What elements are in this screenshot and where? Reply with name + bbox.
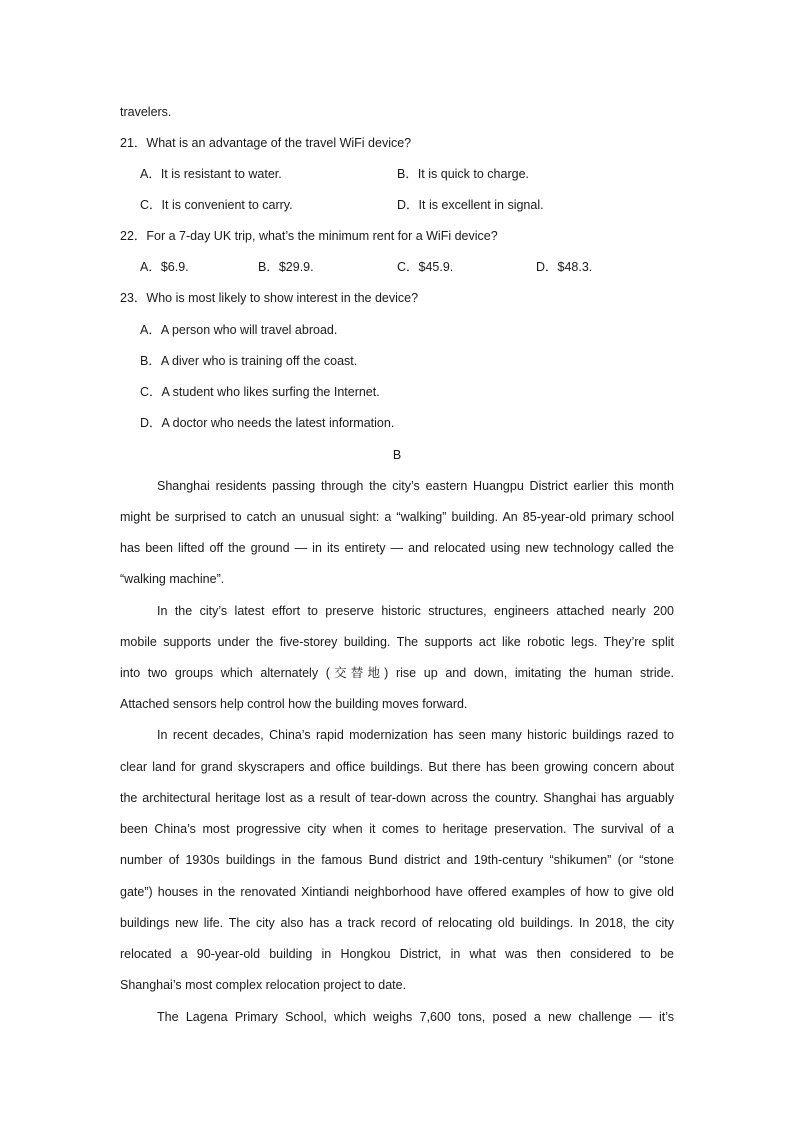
question-21-option-d: D．It is excellent in signal. — [397, 198, 544, 212]
passage-p1-line-2: might be surprised to catch an unusual sight: a “walking” building. An 85-year-old primary school — [120, 510, 674, 524]
passage-p3-line-7: buildings new life. The city also has a track record of relocating old buildings. In 2018, the city — [120, 916, 674, 930]
passage-p2-line-2: mobile supports under the five-storey building. The supports act like robotic legs. They’re split — [120, 635, 674, 649]
question-22-stem: 22．For a 7-day UK trip, what’s the minimum rent for a WiFi device? — [120, 229, 498, 243]
question-23-option-d: D．A doctor who needs the latest information. — [140, 416, 395, 430]
passage-p1-line-4: “walking machine”. — [120, 572, 225, 586]
passage-p3-line-4: been China’s most progressive city when it comes to heritage preservation. The survival of a — [120, 822, 674, 836]
passage-p2-line-4: Attached sensors help control how the building moves forward. — [120, 697, 468, 711]
passage-p3-line-5: number of 1930s buildings in the famous Bund district and 19th-century “shikumen” (or “stone — [120, 853, 674, 867]
question-22-option-c: C．$45.9. — [397, 260, 454, 274]
question-21-option-c: C．It is convenient to carry. — [140, 198, 293, 212]
question-23-option-a: A．A person who will travel abroad. — [140, 323, 338, 337]
question-23-option-c: C．A student who likes surfing the Internet. — [140, 385, 380, 399]
question-23-option-b: B．A diver who is training off the coast. — [140, 354, 358, 368]
passage-p1-line-1: Shanghai residents passing through the city’s eastern Huangpu District earlier this month — [157, 479, 674, 493]
question-22-option-d: D．$48.3. — [536, 260, 593, 274]
question-21-stem: 21．What is an advantage of the travel WiFi device? — [120, 136, 412, 150]
passage-p3-line-2: clear land for grand skyscrapers and office buildings. But there has been growing concern about — [120, 760, 674, 774]
passage-p3-line-8: relocated a 90-year-old building in Hongkou District, in what was then considered to be — [120, 947, 674, 961]
passage-p2-line-3: into two groups which alternately (交替地) rise up and down, imitating the human stride. — [120, 666, 674, 680]
section-label: B — [392, 448, 402, 462]
passage-p3-line-1: In recent decades, China’s rapid modernization has seen many historic buildings razed to — [157, 728, 674, 742]
passage-p2-line-1: In the city’s latest effort to preserve historic structures, engineers attached nearly 200 — [157, 604, 674, 618]
question-21-option-b: B．It is quick to charge. — [397, 167, 530, 181]
question-22-option-b: B．$29.9. — [258, 260, 314, 274]
question-22-option-a: A．$6.9. — [140, 260, 189, 274]
passage-p3-line-6: gate”) houses in the renovated Xintiandi neighborhood have offered examples of how to give old — [120, 885, 674, 899]
intro-tail-text: travelers. — [120, 105, 172, 119]
passage-p1-line-3: has been lifted off the ground — in its entirety — and relocated using new technology called the — [120, 541, 674, 555]
question-23-stem: 23．Who is most likely to show interest in the device? — [120, 291, 419, 305]
question-21-option-a: A．It is resistant to water. — [140, 167, 282, 181]
passage-p3-line-9: Shanghai’s most complex relocation project to date. — [120, 978, 407, 992]
passage-p4-line-1: The Lagena Primary School, which weighs 7,600 tons, posed a new challenge — it’s — [157, 1010, 674, 1024]
passage-p3-line-3: the architectural heritage lost as a result of tear-down across the country. Shanghai has arguably — [120, 791, 674, 805]
